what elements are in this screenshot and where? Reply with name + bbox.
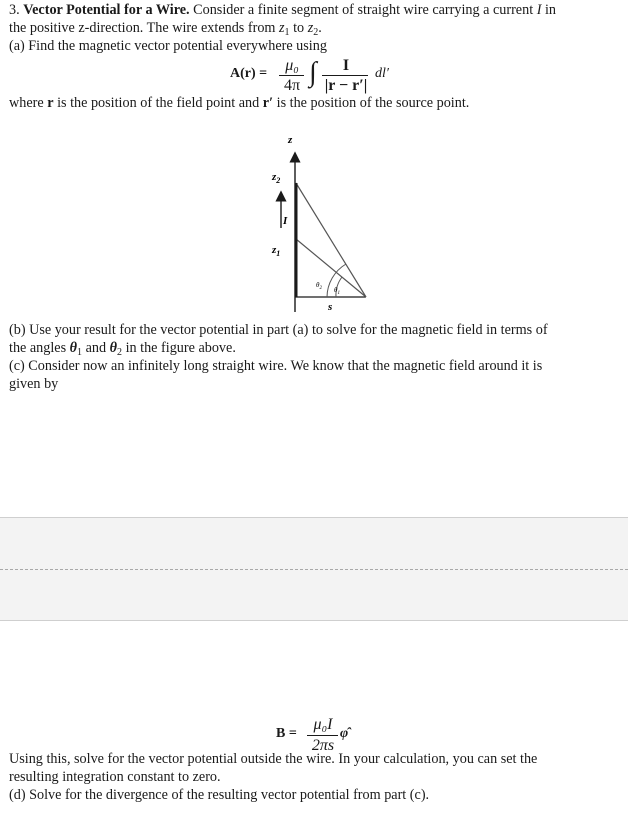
eq-a-integrand-num: I — [342, 57, 350, 74]
and-word: and — [85, 340, 107, 356]
eq-a-coef-den: 4π — [283, 77, 301, 94]
theta1-label-sub: 1 — [337, 291, 340, 296]
eq-a-coef-num: μ₀ — [285, 57, 299, 74]
eq-a-integrand-den: |r − r′| — [324, 77, 368, 94]
theta1-symbol: θ — [69, 340, 78, 356]
r-vector: r — [47, 95, 54, 111]
part-c-line-2: given by — [9, 376, 59, 392]
part-b-line-1: (b) Use your result for the vector potential in part (a) to solve for the magnetic field in terms of — [9, 322, 548, 338]
part-a-text: (a) Find the magnetic vector potential everywhere using — [9, 38, 327, 54]
using-line-1: Using this, solve for the vector potential outside the wire. In your calculation, you can set the — [9, 751, 538, 767]
theta2-label-sub: 2 — [319, 286, 322, 291]
eq-c-den: 2πs — [311, 737, 335, 754]
intro-in: in — [544, 2, 557, 18]
theta1-label — [334, 286, 340, 296]
intro-text: Consider a finite segment of straight wire carrying a current — [193, 2, 534, 18]
intro-text-2: the positive z-direction. The wire extends from — [9, 20, 276, 36]
z1-symbol: z — [279, 20, 285, 36]
z1-label — [271, 244, 280, 258]
line-to-z1 — [296, 239, 366, 297]
problem-title: Vector Potential for a Wire. — [23, 2, 190, 18]
theta1-label-letter: θ — [334, 286, 338, 294]
phi-hat-symbol: φ̂ — [340, 726, 349, 741]
theta2-subscript: 2 — [117, 347, 123, 358]
part-b-figure-ref: in the figure above. — [125, 340, 236, 356]
eq-a-lhs: A(r) = — [230, 66, 268, 81]
where-text-c: is the position of the source point. — [276, 95, 470, 111]
period: . — [318, 20, 322, 36]
z2-label-sub: 2 — [276, 176, 281, 185]
to-word: to — [293, 20, 305, 36]
z2-label-letter: z — [272, 171, 277, 183]
theta2-label — [316, 281, 322, 291]
z1-subscript: 1 — [284, 27, 290, 38]
theta2-label-letter: θ — [316, 281, 320, 289]
band-bottom-rule — [0, 620, 628, 621]
using-line-2: resulting integration constant to zero. — [9, 769, 221, 785]
theta2-symbol: θ — [109, 340, 118, 356]
z1-label-letter: z — [272, 244, 277, 256]
problem-number: 3. — [9, 2, 20, 18]
current-symbol: I — [536, 2, 542, 18]
eq-c-bar — [307, 735, 338, 736]
z2-label — [271, 171, 280, 185]
current-label: I — [283, 215, 288, 227]
rprime-vector: r′ — [262, 95, 274, 111]
eq-c-lhs: B = — [276, 726, 297, 741]
z1-label-sub: 1 — [276, 249, 281, 258]
dashed-divider — [0, 569, 628, 570]
where-text-a: where — [9, 95, 44, 111]
z2-symbol: z — [307, 20, 314, 36]
s-label: s — [328, 301, 333, 313]
part-d-text: (d) Solve for the divergence of the resulting vector potential from part (c). — [9, 787, 430, 803]
integral-sign: ∫ — [309, 57, 317, 88]
eq-c-num: μ₀I — [313, 716, 333, 733]
z2-subscript: 2 — [313, 27, 319, 38]
eq-a-dl: dl′ — [375, 66, 389, 81]
where-text-b: is the position of the field point and — [57, 95, 260, 111]
z-axis-label: z — [288, 134, 293, 146]
theta1-subscript: 1 — [77, 347, 83, 358]
part-b-angles-text: the angles — [9, 340, 67, 356]
part-b-line-2 — [9, 339, 621, 357]
part-c-line-1: (c) Consider now an infinitely long straight wire. We know that the magnetic field around it is — [9, 358, 543, 374]
